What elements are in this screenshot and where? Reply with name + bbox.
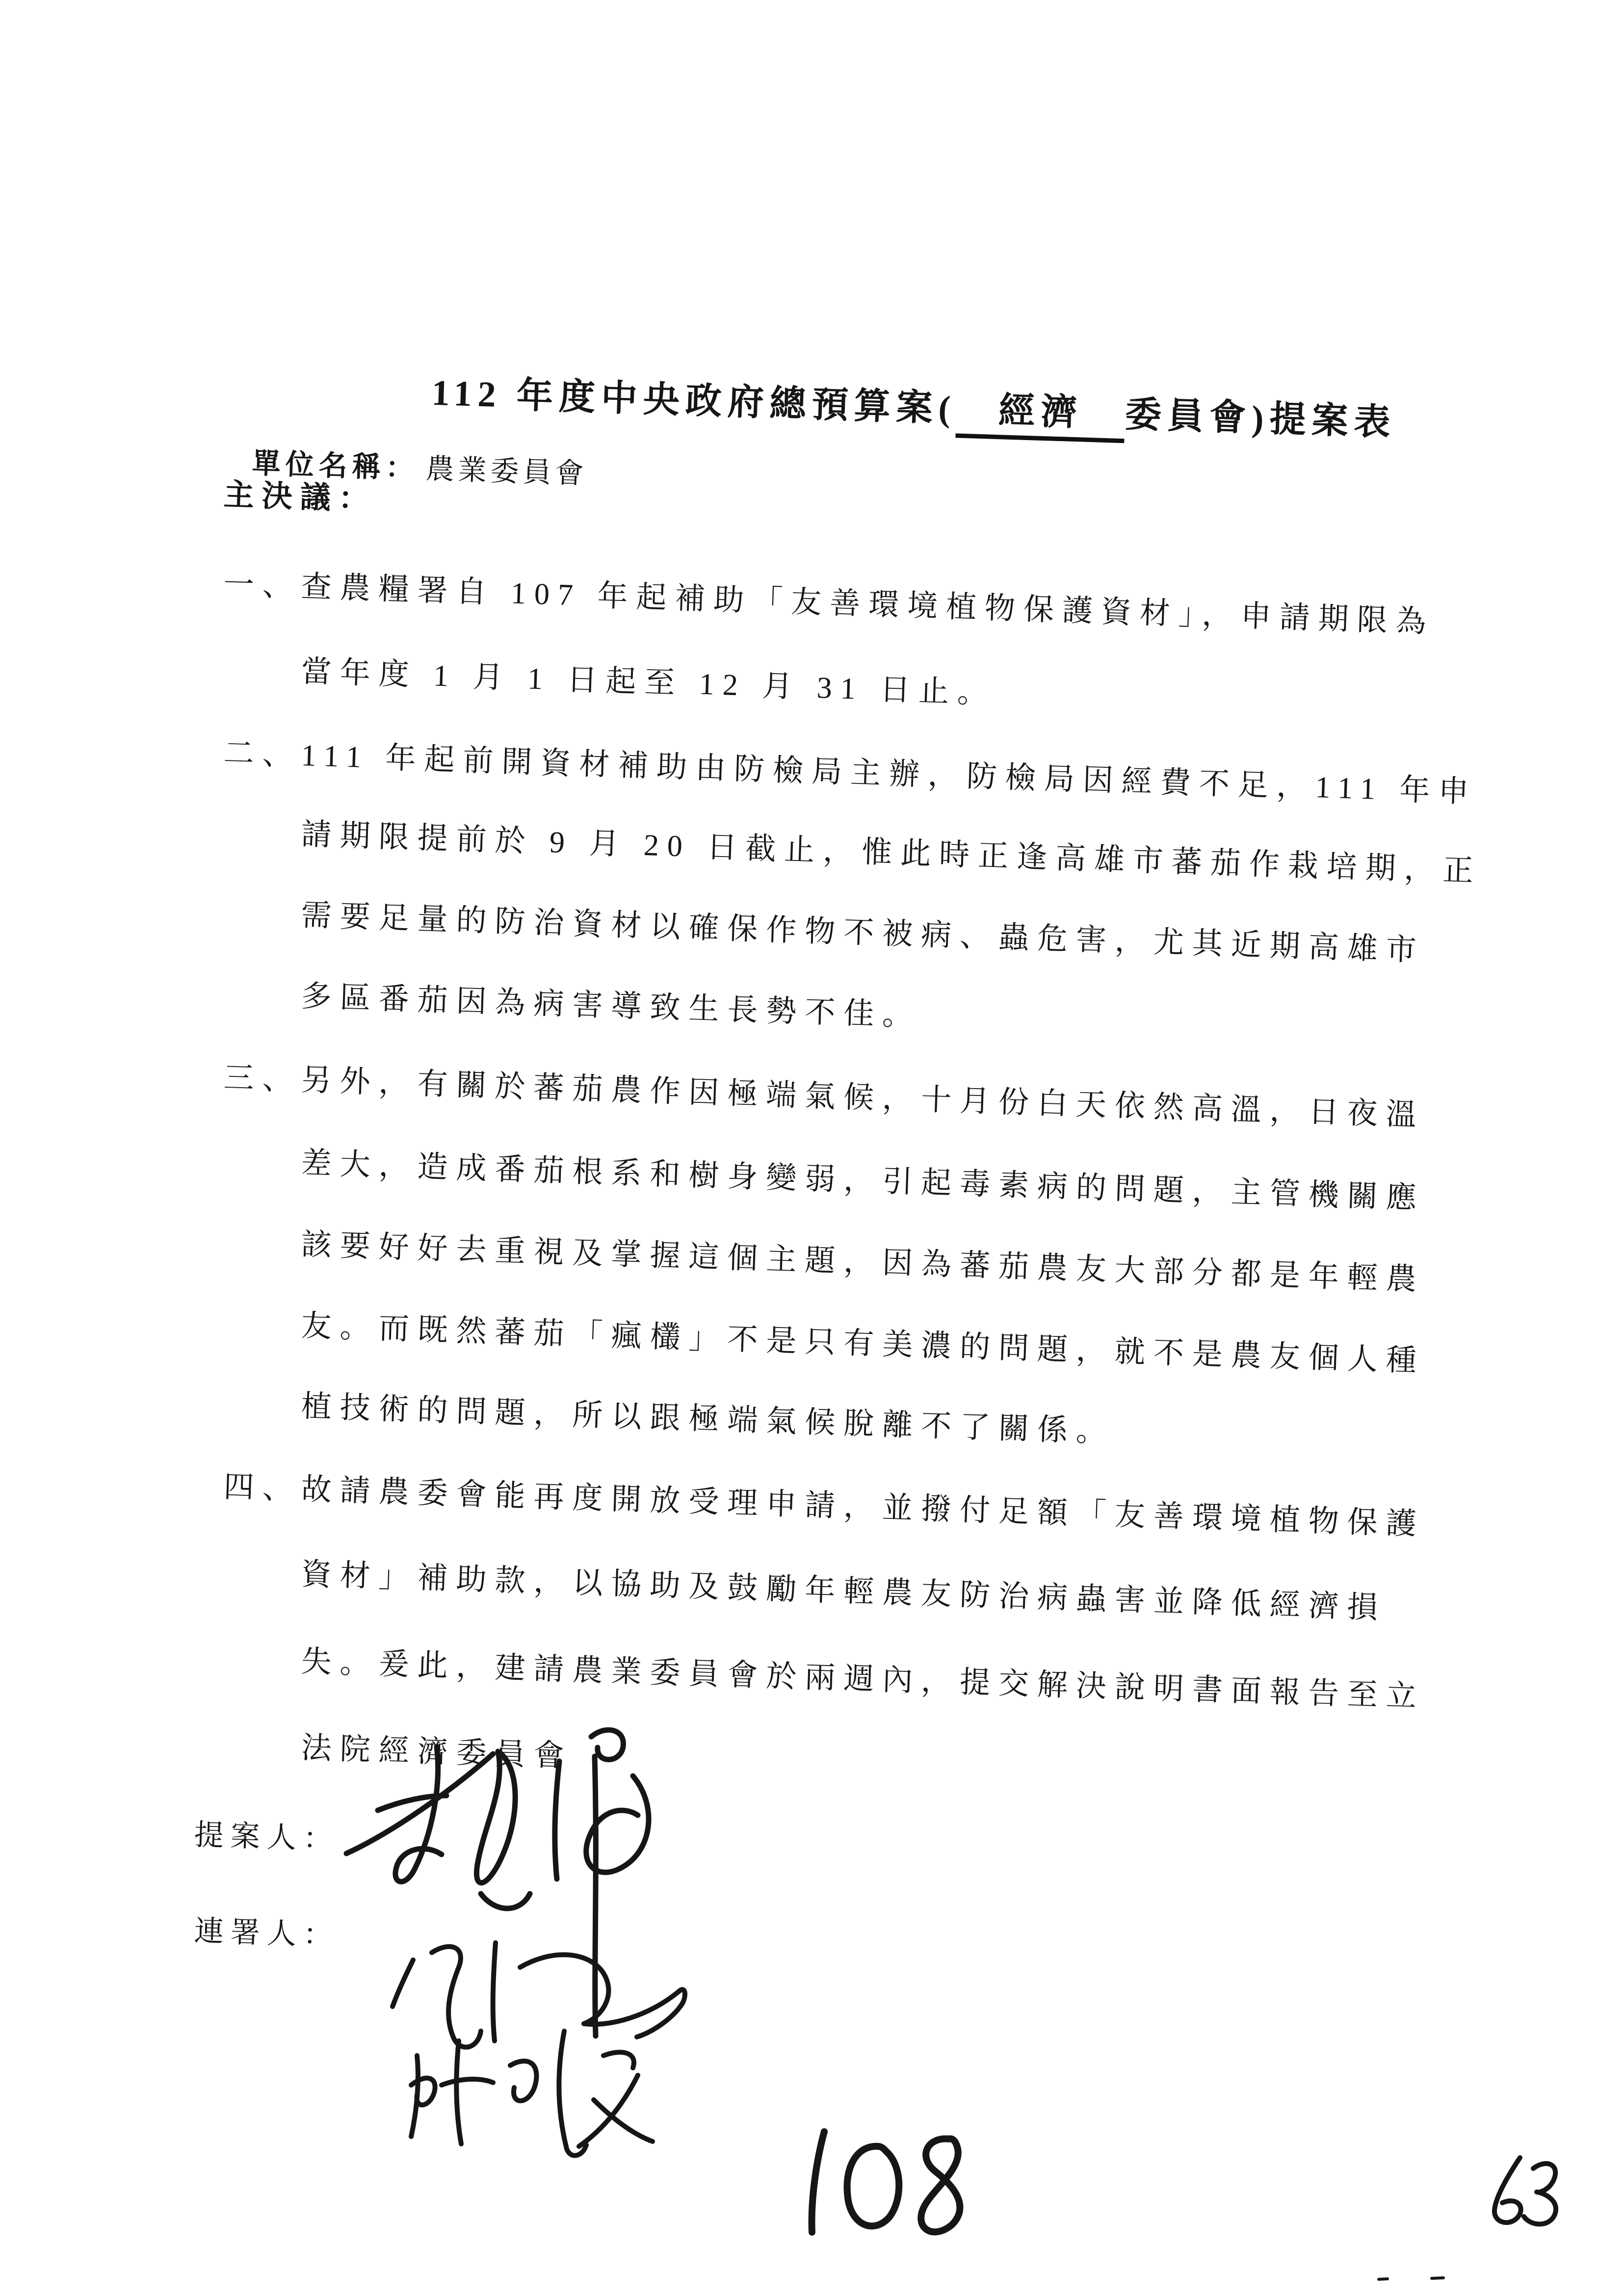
main-resolution-heading: 主決議： [223,478,377,517]
body-line [223,728,1478,811]
cosigner-signature-2-handwriting [411,2031,653,2156]
cosigner-signature-1-handwriting [393,1943,685,2047]
item-number: 二、 [223,736,302,772]
unit-name-value: 農業委員會 [425,452,588,490]
item-text: 另外，有關於蕃茄農作因極端氣候，十月份白天依然高溫，日夜溫 [300,1063,1425,1132]
body-line [223,559,1436,641]
page-title-committee-underlined: 經濟 [955,389,1126,443]
body-line: 請期限提前於 9 月 20 日截止，惟此時正逢高雄市蕃茄作栽培期，正 [300,818,1482,888]
cosigner-label: 連署人： [193,1915,340,1952]
body-line: 失。爰此，建請農業委員會於兩週內，提交解決說明書面報告至立 [300,1645,1425,1714]
item-text: 故請農委會能再度開放受理申請，並撥付足額「友善環境植物保護 [300,1472,1425,1541]
body-line: 該要好好去重視及掌握這個主題，因為蕃茄農友大部分都是年輕農 [300,1228,1425,1297]
body-line: 友。而既然蕃茄「瘋欉」不是只有美濃的問題，就不是農友個人種 [300,1309,1425,1378]
body-line: 植技術的問題，所以跟極端氣候脫離不了關係。 [300,1390,1116,1449]
body-line: 資材」補助款，以協助及鼓勵年輕農友防治病蟲害並降低經濟損 [300,1558,1387,1625]
handwritten-page-number [812,2132,960,2232]
item-text: 111 年起前開資材補助由防檢局主辦，防檢局因經費不足，111 年申 [300,738,1478,809]
body-line: 法院經濟委員會 [300,1731,573,1774]
body-line: 當年度 1 月 1 日起至 12 月 31 日止。 [300,655,997,710]
body-line: 差大，造成番茄根系和樹身變弱，引起毒素病的問題，主管機關應 [300,1147,1425,1215]
page-title-suffix: 委員會)提案表 [1124,394,1397,444]
handwritten-corner-number [1494,2158,1556,2224]
item-number: 三、 [223,1061,302,1097]
page-title-prefix: 112 年度中央政府總預算案( [431,372,957,430]
body-line [223,1053,1426,1134]
item-number: 四、 [223,1470,302,1506]
proposer-label: 提案人： [193,1819,340,1856]
item-number: 一、 [223,568,302,603]
scan-speck [1379,2278,1443,2279]
proposer-signature-handwriting [346,1730,649,2036]
item-text: 查農糧署自 107 年起補助「友善環境植物保護資材」，申請期限為 [300,570,1435,639]
body-line: 多區番茄因為病害導致生長勢不佳。 [300,980,922,1033]
unit-name-label: 單位名稱： [251,447,419,485]
body-line: 需要足量的防治資材以確保作物不被病、蟲危害，尤其近期高雄市 [300,899,1425,967]
body-line [223,1462,1426,1543]
